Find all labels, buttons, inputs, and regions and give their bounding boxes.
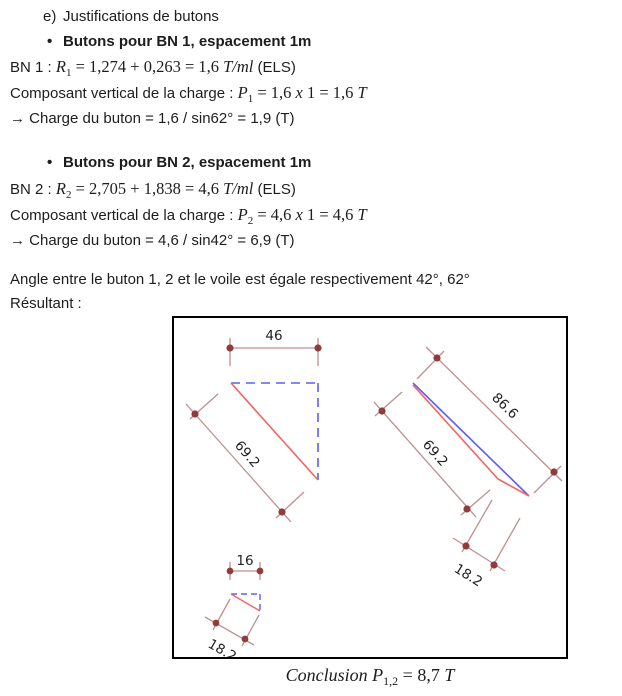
dimension-right-offset	[451, 500, 520, 590]
bn1-var-r: R	[55, 57, 66, 76]
dimension-top-width	[226, 328, 321, 366]
bn2-formula-pre: BN 2 :	[10, 181, 56, 198]
bn1-var-p-sub: 1	[247, 93, 254, 105]
marker-dot	[550, 468, 557, 475]
bn2-load-line: → Charge du buton = 4,6 / sin42° = 6,9 (T)	[10, 232, 295, 249]
bn1-vertical-line	[10, 83, 367, 109]
dim-label-18-2-small: 18.2	[204, 636, 240, 657]
bn1-var-p: P	[237, 83, 248, 102]
dim-line	[374, 402, 476, 517]
marker-dot	[213, 620, 220, 627]
marker-dot	[227, 568, 234, 575]
resultant-force-diagram	[174, 318, 566, 657]
marker-dot	[242, 636, 249, 643]
bn1-formula-pre: BN 1 :	[10, 59, 56, 76]
resultant-label: Résultant :	[10, 295, 82, 312]
ext-line	[417, 351, 444, 379]
bn1-formula-unit: T/ml	[223, 57, 254, 76]
bullet-icon: •	[47, 154, 53, 171]
dim-line	[186, 404, 291, 522]
bn2-var-r-sub: 2	[65, 189, 72, 201]
dimension-left-hypotenuse	[186, 394, 304, 522]
bn1-times: x	[295, 83, 303, 102]
bn1-formula-eq: = 1,274 + 0,263 = 1,6	[71, 57, 224, 76]
bn2-title: Butons pour BN 2, espacement 1m	[63, 154, 312, 171]
angle-note-line: Angle entre le buton 1, 2 et le voile est égale respectivement 42°, 62°	[10, 271, 470, 288]
dimension-right-hypotenuse	[374, 392, 490, 517]
bn2-vertical-pre: Composant vertical de la charge :	[10, 207, 238, 224]
bn2-vertical-eq1: = 4,6	[253, 205, 296, 224]
marker-dot	[257, 568, 264, 575]
bn1-title: Butons pour BN 1, espacement 1m	[63, 33, 312, 50]
bn2-formula-unit: T/ml	[223, 179, 254, 198]
bn2-var-r: R	[55, 179, 66, 198]
bn1-load-line: → Charge du buton = 1,6 / sin62° = 1,9 (T)	[10, 110, 295, 127]
bn1-formula-line	[10, 57, 296, 83]
conclusion-var-p-sub: 1,2	[383, 674, 399, 688]
marker-dot	[433, 354, 440, 361]
bn1-vertical-eq2: 1 = 1,6	[302, 83, 358, 102]
marker-dot	[378, 407, 385, 414]
dim-label-69-2-right: 69.2	[418, 436, 451, 470]
bn2-formula-line	[10, 179, 296, 205]
conclusion-eq: = 8,7	[398, 665, 445, 685]
conclusion-unit: T	[444, 665, 455, 685]
force-triangle-left	[231, 383, 318, 480]
bn2-var-p: P	[237, 205, 248, 224]
marker-dot	[463, 505, 470, 512]
conclusion-var-p: P	[372, 665, 384, 685]
dimension-resultant	[417, 347, 562, 493]
marker-dot	[278, 508, 285, 515]
heading-title: Justifications de butons	[63, 8, 219, 25]
conclusion-word: Conclusion	[285, 665, 373, 685]
triangle-hypotenuse	[231, 594, 260, 611]
bn2-times: x	[295, 205, 303, 224]
bullet-icon: •	[47, 33, 53, 50]
diagram-frame	[172, 316, 568, 659]
bn2-vertical-unit: T	[357, 205, 367, 224]
dim-label-86-6: 86.6	[488, 389, 522, 423]
dim-label-46: 46	[265, 328, 283, 344]
marker-dot	[226, 344, 233, 351]
bn2-vertical-eq2: 1 = 4,6	[302, 205, 358, 224]
bn1-vertical-pre: Composant vertical de la charge :	[10, 85, 238, 102]
dim-label-18-2-right: 18.2	[451, 560, 486, 591]
bn1-formula-post: (ELS)	[253, 59, 296, 76]
marker-dot	[490, 561, 497, 568]
section-heading	[43, 7, 219, 27]
bn1-vertical-eq1: = 1,6	[253, 83, 296, 102]
bn1-vertical-unit: T	[357, 83, 367, 102]
marker-dot	[314, 344, 321, 351]
dim-label-69-2-left: 69.2	[231, 437, 263, 471]
bullet-item-bn1	[47, 32, 311, 52]
bn2-var-p-sub: 2	[247, 215, 254, 227]
conclusion-caption	[172, 665, 568, 689]
marker-dot	[462, 542, 469, 549]
bn2-vertical-line	[10, 205, 367, 231]
bn2-formula-eq: = 2,705 + 1,838 = 4,6	[71, 179, 224, 198]
bullet-item-bn2	[47, 153, 311, 173]
dimension-small-width	[227, 553, 264, 580]
heading-label: e)	[43, 8, 57, 25]
bn2-formula-post: (ELS)	[253, 181, 296, 198]
triangle-hypotenuse	[231, 383, 318, 480]
dimension-small-hypotenuse	[205, 599, 259, 657]
dim-label-16: 16	[236, 553, 254, 569]
marker-dot	[191, 410, 198, 417]
bn1-var-r-sub: 1	[65, 67, 72, 79]
force-triangle-small	[231, 594, 260, 611]
